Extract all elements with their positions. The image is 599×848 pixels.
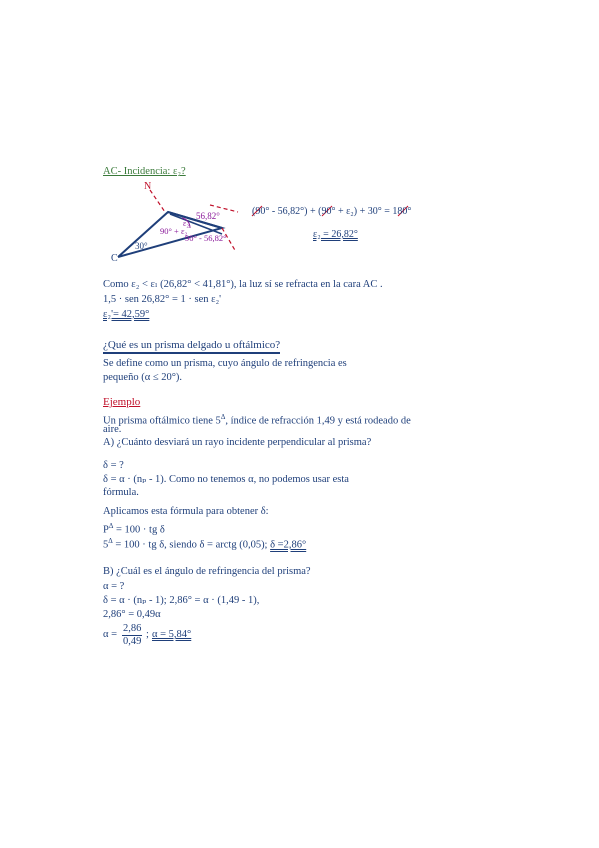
label-angle-90-e2: 90° + ε₂ xyxy=(160,226,188,236)
alpha-fraction xyxy=(122,623,142,648)
delta-formula: δ = α · (nₚ - 1). Como no tenemos α, no podemos usar esta xyxy=(103,474,349,485)
comparison-line: Como ε₂ < εₗ (26,82° < 41,81°), la luz sí se refracta en la cara AC . xyxy=(103,279,383,290)
normal-line xyxy=(150,190,165,212)
question-b: B) ¿Cuál es el ángulo de refringencia del prisma? xyxy=(103,566,311,577)
result-e2: ε₂ = 26,82° xyxy=(313,229,358,240)
alpha-result: α = 5,84° xyxy=(152,629,192,640)
fraction-numerator: 2,86 xyxy=(123,623,142,634)
section-ac-title: AC- Incidencia: ε₂? xyxy=(103,166,186,177)
example-paragraph-2: aire. xyxy=(103,424,122,435)
delta-calculation: $5^\Delta = 100$ · tg δ, siendo δ = arctg (0,05); δ =2,86° xyxy=(103,537,307,551)
alpha-separator: ; xyxy=(146,629,149,640)
delta-result: δ =2,86° xyxy=(270,539,307,551)
definition-line-2: pequeño (α ≤ 20°). xyxy=(103,372,183,383)
question-title: ¿Qué es un prisma delgado u oftálmico? xyxy=(103,339,280,354)
definition-line-1: Se define como un prisma, cuyo ángulo de refringencia es xyxy=(103,358,347,369)
prism-power-formula: $P^\Delta = 100$ · tg δ xyxy=(103,522,165,536)
label-n: N xyxy=(144,181,152,192)
alpha-equation: δ = α · (nₚ - 1); 2,86° = α · (1,49 - 1), xyxy=(103,595,260,606)
equation-angles: (90° - 56,82°) + (90° + ε₂) + 30° = 180° xyxy=(252,206,412,217)
snell-line: 1,5 · sen 26,82° = 1 · sen ε₂' xyxy=(103,294,222,305)
example-heading: Ejemplo xyxy=(103,396,141,408)
example-paragraph-1: Un prisma oftálmico tiene $5^\Delta$, índice de refracción 1,49 y está rodeado de xyxy=(103,413,411,427)
label-angle-90-5682: 90° - 56,82° xyxy=(185,233,227,243)
apply-formula: Aplicamos esta fórmula para obtener δ: xyxy=(103,506,269,517)
delta-formula-cont: fórmula. xyxy=(103,487,139,498)
label-angle-5682: 56,82° xyxy=(196,211,220,221)
alpha-equation-2: 2,86° = 0,49α xyxy=(103,609,161,620)
label-c: C xyxy=(111,253,118,264)
label-angle-30: 30° xyxy=(135,241,148,251)
result-e2-prime: ε₂'= 42,59° xyxy=(103,309,150,320)
fraction-denominator: 0,49 xyxy=(123,636,142,647)
alpha-lhs: α = xyxy=(103,629,118,640)
delta-unknown: δ = ? xyxy=(103,460,124,471)
alpha-unknown: α = ? xyxy=(103,581,125,592)
question-a: A) ¿Cuánto desviará un rayo incidente perpendicular al prisma? xyxy=(103,437,372,448)
label-angle-e2: ε₂ xyxy=(183,219,190,228)
